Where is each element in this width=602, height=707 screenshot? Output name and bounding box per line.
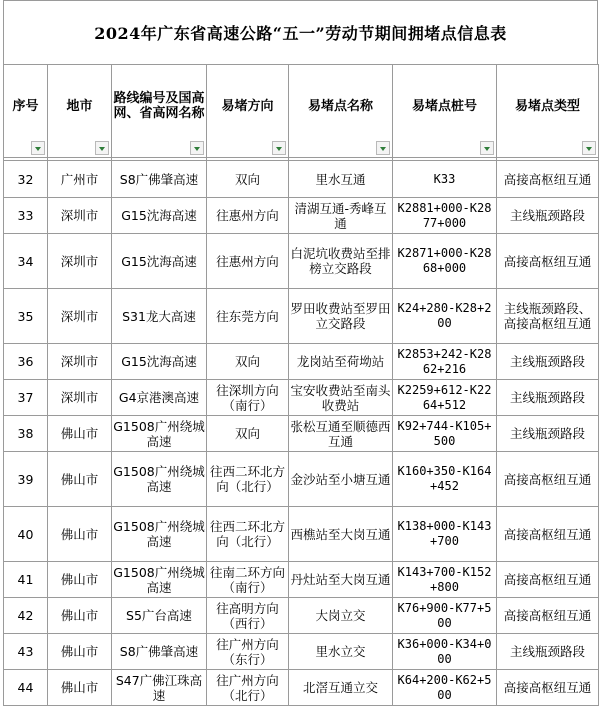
cell-type[interactable]: 高接高枢纽互通 <box>497 452 599 507</box>
table-row <box>4 670 599 706</box>
col-header-label: 序号 <box>12 98 39 114</box>
cell-type[interactable]: 高接高枢纽互通 <box>497 161 599 198</box>
cell-point-name[interactable]: 金沙站至小塘互通 <box>289 452 393 507</box>
cell-route[interactable]: G1508广州绕城高速 <box>112 452 207 507</box>
cell-point-name[interactable]: 里水立交 <box>289 634 393 670</box>
cell-index[interactable]: 42 <box>4 598 48 634</box>
cell-city[interactable]: 深圳市 <box>48 234 112 289</box>
cell-index[interactable]: 37 <box>4 380 48 416</box>
cell-index[interactable]: 34 <box>4 234 48 289</box>
cell-type[interactable]: 主线瓶颈路段 <box>497 344 599 380</box>
cell-direction[interactable]: 往广州方向（北行） <box>207 670 289 706</box>
congestion-table <box>3 64 599 706</box>
cell-city[interactable]: 佛山市 <box>48 452 112 507</box>
cell-stake[interactable]: K2853+242-K2862+216 <box>393 344 497 380</box>
cell-stake[interactable]: K24+280-K28+200 <box>393 289 497 344</box>
table-row <box>4 289 599 344</box>
cell-route[interactable]: G15沈海高速 <box>112 198 207 234</box>
cell-type[interactable]: 高接高枢纽互通 <box>497 234 599 289</box>
cell-route[interactable]: S31龙大高速 <box>112 289 207 344</box>
col-header-point-name <box>289 65 393 158</box>
cell-route[interactable]: G15沈海高速 <box>112 234 207 289</box>
cell-index[interactable]: 41 <box>4 562 48 598</box>
cell-stake[interactable]: K138+000-K143+700 <box>393 507 497 562</box>
cell-city[interactable]: 深圳市 <box>48 289 112 344</box>
cell-type[interactable]: 高接高枢纽互通 <box>497 507 599 562</box>
filter-dropdown-icon[interactable] <box>190 141 204 155</box>
cell-direction[interactable]: 往深圳方向（南行） <box>207 380 289 416</box>
cell-point-name[interactable]: 龙岗站至荷坳站 <box>289 344 393 380</box>
cell-index[interactable]: 38 <box>4 416 48 452</box>
filter-dropdown-icon[interactable] <box>582 141 596 155</box>
col-header-city <box>48 65 112 158</box>
cell-point-name[interactable]: 大岗立交 <box>289 598 393 634</box>
cell-point-name[interactable]: 清湖互通-秀峰互通 <box>289 198 393 234</box>
cell-index[interactable]: 40 <box>4 507 48 562</box>
cell-direction[interactable]: 往西二环北方向（北行） <box>207 507 289 562</box>
cell-stake[interactable]: K2871+000-K2868+000 <box>393 234 497 289</box>
cell-direction[interactable]: 往东莞方向 <box>207 289 289 344</box>
cell-type[interactable]: 主线瓶颈路段 <box>497 380 599 416</box>
cell-type[interactable]: 主线瓶颈路段、高接高枢纽互通 <box>497 289 599 344</box>
cell-type[interactable]: 高接高枢纽互通 <box>497 670 599 706</box>
filter-dropdown-icon[interactable] <box>480 141 494 155</box>
cell-direction[interactable]: 双向 <box>207 161 289 198</box>
cell-route[interactable]: S8广佛肇高速 <box>112 634 207 670</box>
header-row <box>4 65 599 158</box>
col-header-route <box>112 65 207 158</box>
cell-city[interactable]: 佛山市 <box>48 416 112 452</box>
cell-direction[interactable]: 双向 <box>207 416 289 452</box>
filter-dropdown-icon[interactable] <box>31 141 45 155</box>
filter-dropdown-icon[interactable] <box>376 141 390 155</box>
table-row <box>4 634 599 670</box>
cell-point-name[interactable]: 西樵站至大岗互通 <box>289 507 393 562</box>
cell-city[interactable]: 佛山市 <box>48 598 112 634</box>
col-header-index <box>4 65 48 158</box>
table-row <box>4 562 599 598</box>
cell-stake[interactable]: K76+900-K77+500 <box>393 598 497 634</box>
cell-index[interactable]: 44 <box>4 670 48 706</box>
table-row <box>4 416 599 452</box>
col-header-direction <box>207 65 289 158</box>
cell-stake[interactable]: K160+350-K164+452 <box>393 452 497 507</box>
cell-city[interactable]: 深圳市 <box>48 380 112 416</box>
sheet-title: 2024年广东省高速公路“五一”劳动节期间拥堵点信息表 <box>3 0 598 64</box>
cell-index[interactable]: 33 <box>4 198 48 234</box>
table-row <box>4 507 599 562</box>
cell-point-name[interactable]: 白泥坑收费站至排榜立交路段 <box>289 234 393 289</box>
cell-point-name[interactable]: 丹灶站至大岗互通 <box>289 562 393 598</box>
cell-route[interactable]: G4京港澳高速 <box>112 380 207 416</box>
cell-route[interactable]: S47广佛江珠高速 <box>112 670 207 706</box>
cell-city[interactable]: 深圳市 <box>48 344 112 380</box>
col-header-label: 易堵点类型 <box>514 98 580 114</box>
cell-index[interactable]: 36 <box>4 344 48 380</box>
cell-route[interactable]: G15沈海高速 <box>112 344 207 380</box>
cell-point-name[interactable]: 里水互通 <box>289 161 393 198</box>
cell-index[interactable]: 43 <box>4 634 48 670</box>
table-row <box>4 198 599 234</box>
col-header-label: 易堵点桩号 <box>411 98 477 114</box>
cell-type[interactable]: 主线瓶颈路段 <box>497 416 599 452</box>
cell-point-name[interactable]: 张松互通至顺德西互通 <box>289 416 393 452</box>
filter-dropdown-icon[interactable] <box>272 141 286 155</box>
cell-route[interactable]: G1508广州绕城高速 <box>112 507 207 562</box>
col-header-label: 易堵点名称 <box>307 98 373 114</box>
cell-point-name[interactable]: 北滘互通立交 <box>289 670 393 706</box>
cell-stake[interactable]: K2259+612-K2264+512 <box>393 380 497 416</box>
cell-route[interactable]: S5广台高速 <box>112 598 207 634</box>
col-header-label: 易堵方向 <box>221 98 274 114</box>
cell-city[interactable]: 深圳市 <box>48 198 112 234</box>
table-body <box>4 161 599 706</box>
cell-stake[interactable]: K36+000-K34+000 <box>393 634 497 670</box>
cell-stake[interactable]: K92+744-K105+500 <box>393 416 497 452</box>
table-row <box>4 161 599 198</box>
table-row <box>4 452 599 507</box>
cell-stake[interactable]: K2881+000-K2877+000 <box>393 198 497 234</box>
table-row <box>4 344 599 380</box>
cell-stake[interactable]: K33 <box>393 161 497 198</box>
cell-type[interactable]: 高接高枢纽互通 <box>497 562 599 598</box>
col-header-label: 地市 <box>66 98 93 114</box>
cell-city[interactable]: 佛山市 <box>48 634 112 670</box>
cell-type[interactable]: 高接高枢纽互通 <box>497 598 599 634</box>
cell-city[interactable]: 佛山市 <box>48 507 112 562</box>
cell-direction[interactable]: 往广州方向（东行） <box>207 634 289 670</box>
filter-dropdown-icon[interactable] <box>95 141 109 155</box>
cell-direction[interactable]: 往西二环北方向（北行） <box>207 452 289 507</box>
cell-route[interactable]: G1508广州绕城高速 <box>112 562 207 598</box>
cell-direction[interactable]: 往南二环方向（南行） <box>207 562 289 598</box>
cell-city[interactable]: 佛山市 <box>48 670 112 706</box>
cell-index[interactable]: 35 <box>4 289 48 344</box>
table-row <box>4 380 599 416</box>
cell-route[interactable]: S8广佛肇高速 <box>112 161 207 198</box>
col-header-label: 路线编号及国高网、省高网名称 <box>113 91 205 121</box>
cell-point-name[interactable]: 宝安收费站至南头收费站 <box>289 380 393 416</box>
cell-index[interactable]: 32 <box>4 161 48 198</box>
col-header-type <box>497 65 599 158</box>
cell-city[interactable]: 佛山市 <box>48 562 112 598</box>
cell-type[interactable]: 主线瓶颈路段 <box>497 634 599 670</box>
table-row <box>4 598 599 634</box>
cell-direction[interactable]: 往惠州方向 <box>207 198 289 234</box>
cell-point-name[interactable]: 罗田收费站至罗田立交路段 <box>289 289 393 344</box>
cell-route[interactable]: G1508广州绕城高速 <box>112 416 207 452</box>
cell-stake[interactable]: K143+700-K152+800 <box>393 562 497 598</box>
cell-index[interactable]: 39 <box>4 452 48 507</box>
cell-type[interactable]: 主线瓶颈路段 <box>497 198 599 234</box>
cell-direction[interactable]: 往高明方向（西行） <box>207 598 289 634</box>
cell-city[interactable]: 广州市 <box>48 161 112 198</box>
table-row <box>4 234 599 289</box>
cell-stake[interactable]: K64+200-K62+500 <box>393 670 497 706</box>
col-header-stake <box>393 65 497 158</box>
cell-direction[interactable]: 双向 <box>207 344 289 380</box>
cell-direction[interactable]: 往惠州方向 <box>207 234 289 289</box>
